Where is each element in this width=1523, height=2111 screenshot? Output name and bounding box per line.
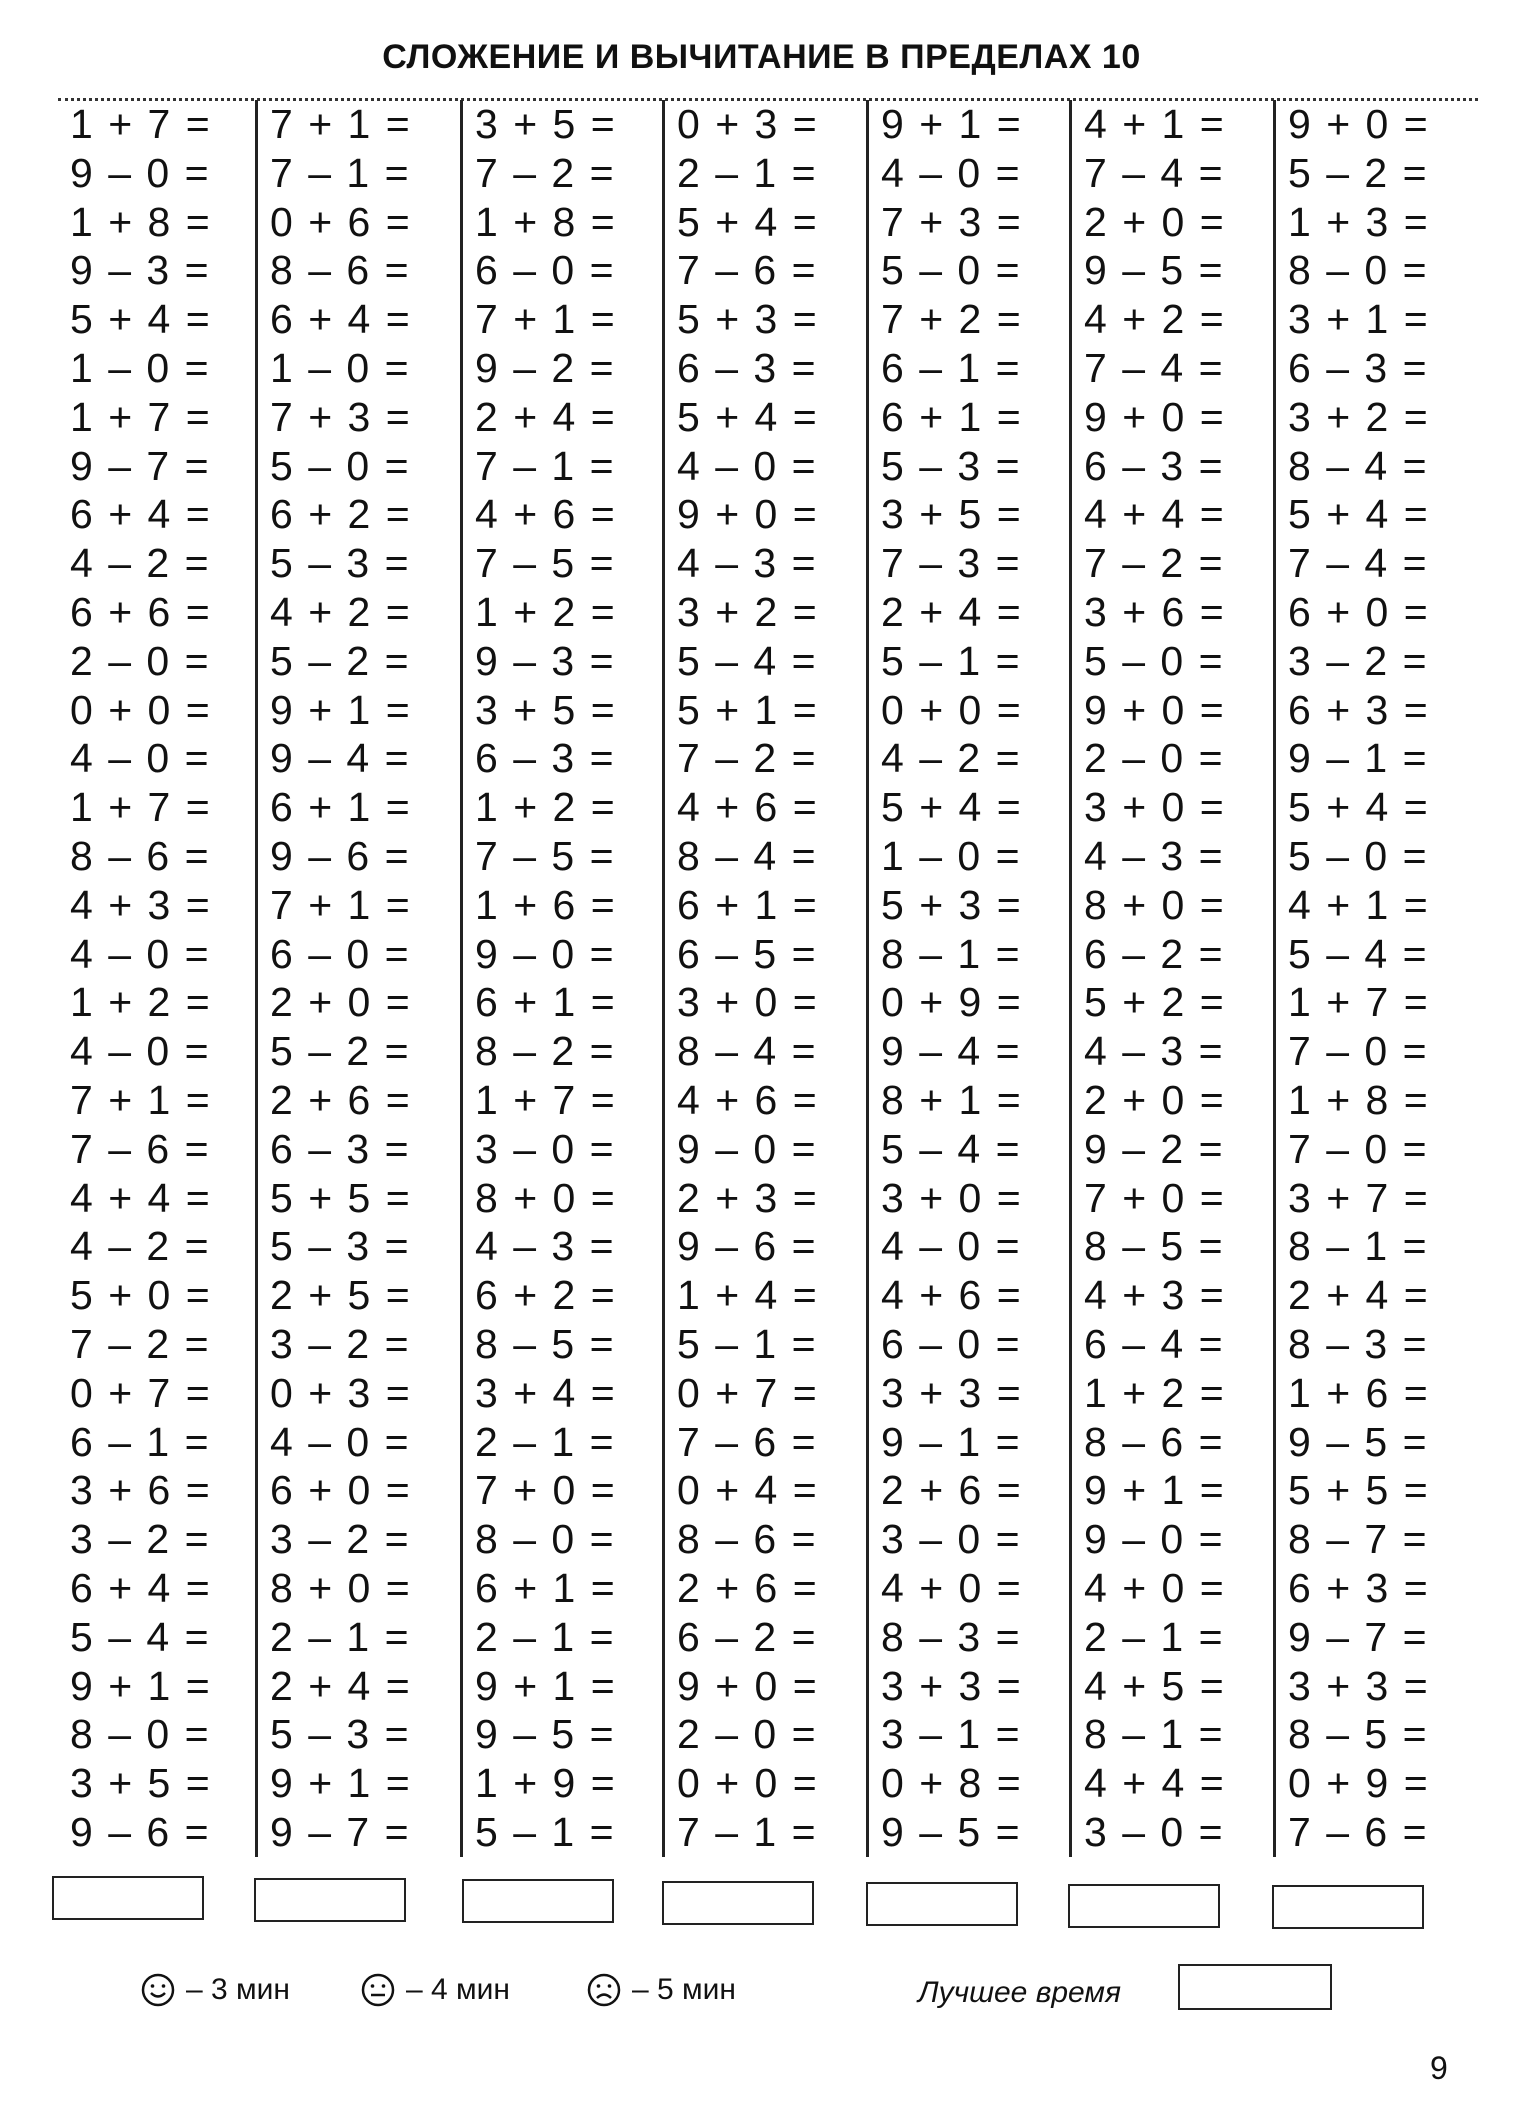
equation: 5 – 3 = (270, 1711, 411, 1758)
equation-column-3 (460, 100, 663, 1857)
equation: 1 + 7 = (70, 101, 212, 147)
equation: 4 + 1 = (1084, 101, 1226, 147)
equation: 4 + 0 = (881, 1564, 1023, 1611)
equation: 4 – 3 = (1084, 832, 1225, 879)
equation: 4 + 3 = (1084, 1272, 1226, 1319)
equation: 8 + 0 = (270, 1564, 412, 1611)
equation: 4 – 0 = (677, 442, 818, 489)
equation: 6 – 3 = (1084, 442, 1225, 489)
equation: 2 + 5 = (270, 1272, 412, 1319)
equation: 2 + 6 = (677, 1564, 819, 1611)
sad-face-icon (586, 1972, 622, 2008)
equation: 4 + 4 = (1084, 1760, 1226, 1807)
equation: 7 – 1 = (475, 442, 616, 489)
equation: 9 + 0 = (1084, 393, 1226, 440)
equation: 8 – 0 = (475, 1516, 616, 1563)
equation: 7 + 1 = (270, 101, 412, 147)
equation: 3 + 3 = (881, 1662, 1023, 1709)
equation: 4 – 0 = (270, 1418, 411, 1465)
equation: 0 + 8 = (881, 1760, 1023, 1807)
equation: 9 + 1 = (270, 686, 412, 733)
time-box-column-5[interactable] (866, 1882, 1018, 1926)
equation: 3 + 3 = (1288, 1662, 1430, 1709)
legend-5min-text: – 5 мин (632, 1973, 736, 2006)
equation: 9 + 1 = (881, 101, 1023, 147)
equation: 9 + 1 = (1084, 1467, 1226, 1514)
equation: 4 + 6 = (881, 1272, 1023, 1319)
equation: 6 – 1 = (70, 1418, 211, 1465)
equation: 8 + 0 = (475, 1174, 617, 1221)
equation: 6 + 2 = (475, 1272, 617, 1319)
equation: 4 + 0 = (1084, 1564, 1226, 1611)
equation: 0 + 3 = (677, 101, 819, 147)
best-time-box[interactable] (1178, 1964, 1332, 2010)
equation: 4 + 5 = (1084, 1662, 1226, 1709)
equation: 6 + 4 = (70, 491, 212, 538)
equation: 5 + 4 = (1288, 491, 1430, 538)
equation: 4 + 2 = (1084, 296, 1226, 343)
equation: 5 + 5 = (1288, 1467, 1430, 1514)
equation: 0 + 4 = (677, 1467, 819, 1514)
equation: 9 + 0 = (677, 491, 819, 538)
equation: 1 + 9 = (475, 1760, 617, 1807)
time-box-column-1[interactable] (52, 1876, 204, 1920)
equation: 5 – 3 = (881, 442, 1022, 489)
page-title: СЛОЖЕНИЕ И ВЫЧИТАНИЕ В ПРЕДЕЛАХ 10 (382, 38, 1141, 76)
equation: 8 – 2 = (475, 1028, 616, 1075)
equation: 9 – 1 = (881, 1418, 1022, 1465)
equation: 8 – 4 = (1288, 442, 1429, 489)
equation: 4 + 1 = (1288, 881, 1430, 928)
equation: 7 – 4 = (1288, 540, 1429, 587)
equation: 4 + 4 = (70, 1174, 212, 1221)
equation: 5 – 4 = (1288, 930, 1429, 977)
equation: 2 + 6 = (270, 1076, 412, 1123)
equation: 4 – 0 = (70, 1028, 211, 1075)
equation: 4 – 2 = (70, 1223, 211, 1270)
equation: 4 + 6 = (677, 784, 819, 831)
equation: 2 – 1 = (1084, 1613, 1225, 1660)
equation: 8 – 5 = (475, 1320, 616, 1367)
time-box-column-3[interactable] (462, 1879, 614, 1923)
equation: 9 – 5 = (1084, 247, 1225, 294)
neutral-face-icon (360, 1972, 396, 2008)
equation: 7 – 3 = (881, 540, 1022, 587)
equation: 9 + 0 = (1288, 101, 1430, 147)
equation: 9 – 0 = (475, 930, 616, 977)
equation: 9 – 0 = (70, 149, 211, 196)
equation: 6 – 2 = (677, 1613, 818, 1660)
equation: 2 + 6 = (881, 1467, 1023, 1514)
equation: 4 – 3 = (475, 1223, 616, 1270)
equation: 7 + 0 = (1084, 1174, 1226, 1221)
equation: 9 – 6 = (70, 1808, 211, 1855)
equation: 5 + 4 = (70, 296, 212, 343)
equation: 1 + 8 = (475, 198, 617, 245)
equation: 7 + 3 = (881, 198, 1023, 245)
equation: 6 – 2 = (1084, 930, 1225, 977)
equation: 9 – 4 = (270, 735, 411, 782)
equation: 1 + 6 = (475, 881, 617, 928)
equation: 6 + 1 = (881, 393, 1023, 440)
equation: 8 + 0 = (1084, 881, 1226, 928)
equation: 1 + 7 = (70, 784, 212, 831)
equation: 1 + 8 = (1288, 1076, 1430, 1123)
best-time-label: Лучшее время (918, 1976, 1121, 2009)
equation: 9 – 6 = (677, 1223, 818, 1270)
equation: 4 + 6 = (677, 1076, 819, 1123)
smile-face-icon (140, 1972, 176, 2008)
equation: 8 + 1 = (881, 1076, 1023, 1123)
equation: 5 – 4 = (70, 1613, 211, 1660)
equation: 5 – 0 = (1084, 637, 1225, 684)
equation: 9 – 1 = (1288, 735, 1429, 782)
equation: 4 – 0 = (881, 1223, 1022, 1270)
equation: 2 + 0 = (1084, 198, 1226, 245)
equation: 1 – 0 = (881, 832, 1022, 879)
equation: 2 + 4 = (1288, 1272, 1430, 1319)
equation: 9 + 0 = (1084, 686, 1226, 733)
equation: 6 – 3 = (1288, 344, 1429, 391)
equation: 6 – 5 = (677, 930, 818, 977)
equation: 6 + 6 = (70, 588, 212, 635)
equation: 5 – 4 = (677, 637, 818, 684)
equation: 3 + 5 = (881, 491, 1023, 538)
time-box-column-7[interactable] (1272, 1885, 1424, 1929)
equation: 5 – 1 = (677, 1320, 818, 1367)
equation: 9 – 6 = (270, 832, 411, 879)
equation: 3 – 0 = (1084, 1808, 1225, 1855)
equation: 1 + 7 = (70, 393, 212, 440)
equation: 7 – 5 = (475, 540, 616, 587)
equation: 4 – 0 = (881, 149, 1022, 196)
equation: 9 – 5 = (475, 1711, 616, 1758)
equation: 5 + 5 = (270, 1174, 412, 1221)
equation: 7 – 1 = (677, 1808, 818, 1855)
equation: 5 – 0 = (881, 247, 1022, 294)
equation: 2 – 1 = (475, 1613, 616, 1660)
equation: 8 – 3 = (1288, 1320, 1429, 1367)
equation: 9 + 1 = (270, 1760, 412, 1807)
equation: 2 – 0 = (677, 1711, 818, 1758)
equation: 9 – 3 = (70, 247, 211, 294)
equation: 6 + 1 = (475, 1564, 617, 1611)
equation: 2 + 4 = (475, 393, 617, 440)
equation: 8 – 6 = (677, 1516, 818, 1563)
equation: 2 + 4 = (881, 588, 1023, 635)
equation: 7 – 6 = (1288, 1808, 1429, 1855)
equation: 3 + 4 = (475, 1369, 617, 1416)
legend-5min (586, 1972, 736, 2008)
equation-column-7 (1273, 100, 1476, 1857)
legend-4min-text: – 4 мин (406, 1973, 510, 2006)
equation: 2 + 0 = (1084, 1076, 1226, 1123)
equation: 3 – 2 = (270, 1320, 411, 1367)
equation: 7 – 2 = (677, 735, 818, 782)
equation-column-2 (255, 100, 458, 1857)
equation: 7 – 0 = (1288, 1028, 1429, 1075)
equation: 5 – 2 = (270, 637, 411, 684)
equation: 3 + 0 = (677, 979, 819, 1026)
equation: 9 – 2 = (1084, 1125, 1225, 1172)
equation: 3 + 1 = (1288, 296, 1430, 343)
equation: 9 – 5 = (1288, 1418, 1429, 1465)
equation-column-6 (1069, 100, 1272, 1857)
equation: 6 + 4 = (70, 1564, 212, 1611)
equation: 2 – 0 = (1084, 735, 1225, 782)
equation: 9 + 1 = (475, 1662, 617, 1709)
equation: 3 – 0 = (881, 1516, 1022, 1563)
equation: 3 + 0 = (1084, 784, 1226, 831)
equation: 3 + 5 = (70, 1760, 212, 1807)
equation: 4 – 2 = (70, 540, 211, 587)
equation: 5 + 4 = (1288, 784, 1430, 831)
equation: 4 – 0 = (70, 735, 211, 782)
equation: 9 – 4 = (881, 1028, 1022, 1075)
equation: 4 – 2 = (881, 735, 1022, 782)
legend-3min-text: – 3 мин (186, 1973, 290, 2006)
equation: 2 + 3 = (677, 1174, 819, 1221)
equation: 6 – 1 = (881, 344, 1022, 391)
equation: 5 + 4 = (677, 393, 819, 440)
equation: 3 + 2 = (1288, 393, 1430, 440)
equation: 3 + 2 = (677, 588, 819, 635)
equation: 5 – 1 = (881, 637, 1022, 684)
equation: 1 – 0 = (70, 344, 211, 391)
equation: 1 + 8 = (70, 198, 212, 245)
equation: 1 + 2 = (70, 979, 212, 1026)
equation: 4 – 3 = (677, 540, 818, 587)
time-box-column-2[interactable] (254, 1878, 406, 1922)
equation: 3 – 2 = (70, 1516, 211, 1563)
equation: 8 – 6 = (1084, 1418, 1225, 1465)
equation: 0 + 0 = (70, 686, 212, 733)
equation: 7 – 6 = (677, 247, 818, 294)
equation: 3 + 6 = (1084, 588, 1226, 635)
equation: 2 + 0 = (270, 979, 412, 1026)
equation: 7 – 2 = (70, 1320, 211, 1367)
equation: 6 + 3 = (1288, 686, 1430, 733)
equation: 1 + 2 = (1084, 1369, 1226, 1416)
equation: 7 + 1 = (475, 296, 617, 343)
equation: 5 – 0 = (1288, 832, 1429, 879)
equation: 6 – 4 = (1084, 1320, 1225, 1367)
equation: 8 – 6 = (70, 832, 211, 879)
equation: 8 – 5 = (1288, 1711, 1429, 1758)
equation: 6 – 3 = (475, 735, 616, 782)
equation: 5 – 3 = (270, 540, 411, 587)
equation: 5 + 2 = (1084, 979, 1226, 1026)
equation: 5 – 2 = (270, 1028, 411, 1075)
equation: 6 – 0 = (270, 930, 411, 977)
equation: 5 – 2 = (1288, 149, 1429, 196)
equation: 4 + 6 = (475, 491, 617, 538)
equation: 7 + 1 = (270, 881, 412, 928)
equation: 7 – 0 = (1288, 1125, 1429, 1172)
equation: 9 – 7 = (270, 1808, 411, 1855)
equation: 8 – 5 = (1084, 1223, 1225, 1270)
equation: 2 – 0 = (70, 637, 211, 684)
page-number: 9 (1430, 2050, 1448, 2086)
equation: 6 + 0 = (270, 1467, 412, 1514)
equation: 8 – 3 = (881, 1613, 1022, 1660)
equation: 9 + 1 = (70, 1662, 212, 1709)
equation: 5 + 4 = (677, 198, 819, 245)
equation: 3 – 2 = (270, 1516, 411, 1563)
equation: 9 – 0 = (1084, 1516, 1225, 1563)
equation: 6 + 2 = (270, 491, 412, 538)
equation: 6 – 0 = (475, 247, 616, 294)
equation: 8 – 7 = (1288, 1516, 1429, 1563)
equation: 6 + 0 = (1288, 588, 1430, 635)
equation: 4 + 2 = (270, 588, 412, 635)
equation: 0 + 6 = (270, 198, 412, 245)
equation: 5 + 3 = (677, 296, 819, 343)
equation: 2 + 4 = (270, 1662, 412, 1709)
equation: 0 + 7 = (70, 1369, 212, 1416)
equation: 9 – 7 = (1288, 1613, 1429, 1660)
equation: 8 – 4 = (677, 1028, 818, 1075)
equation: 0 + 0 = (677, 1760, 819, 1807)
equation: 4 + 4 = (1084, 491, 1226, 538)
equation: 1 + 2 = (475, 784, 617, 831)
time-box-column-4[interactable] (662, 1881, 814, 1925)
equation: 5 + 1 = (677, 686, 819, 733)
equation: 1 + 4 = (677, 1272, 819, 1319)
legend-4min (360, 1972, 510, 2008)
equation: 7 – 2 = (1084, 540, 1225, 587)
equation: 1 + 3 = (1288, 198, 1430, 245)
equation: 6 + 1 = (270, 784, 412, 831)
equation: 5 – 1 = (475, 1808, 616, 1855)
equation: 5 + 3 = (881, 881, 1023, 928)
equation: 0 + 9 = (1288, 1760, 1430, 1807)
equation: 4 – 3 = (1084, 1028, 1225, 1075)
equation: 9 – 3 = (475, 637, 616, 684)
equation: 3 + 0 = (881, 1174, 1023, 1221)
equation: 3 – 2 = (1288, 637, 1429, 684)
equation: 2 – 1 = (677, 149, 818, 196)
equation: 7 – 4 = (1084, 149, 1225, 196)
equation: 3 + 6 = (70, 1467, 212, 1514)
equation: 7 + 2 = (881, 296, 1023, 343)
equation: 3 – 1 = (881, 1711, 1022, 1758)
equation: 7 + 3 = (270, 393, 412, 440)
equation: 7 – 4 = (1084, 344, 1225, 391)
equation: 3 + 5 = (475, 101, 617, 147)
equation: 1 + 2 = (475, 588, 617, 635)
equation: 7 – 2 = (475, 149, 616, 196)
equation: 7 – 6 = (70, 1125, 211, 1172)
equation-column-1 (58, 100, 258, 1857)
equation: 2 – 1 = (270, 1613, 411, 1660)
equation: 5 – 3 = (270, 1223, 411, 1270)
equation: 9 – 0 = (677, 1125, 818, 1172)
equation: 5 – 4 = (881, 1125, 1022, 1172)
equation: 6 + 4 = (270, 296, 412, 343)
equation: 7 + 0 = (475, 1467, 617, 1514)
equation: 1 + 6 = (1288, 1369, 1430, 1416)
equation: 9 – 5 = (881, 1808, 1022, 1855)
equation: 1 + 7 = (1288, 979, 1430, 1026)
equation: 8 – 0 = (1288, 247, 1429, 294)
legend-3min (140, 1972, 290, 2008)
equation-column-5 (866, 100, 1069, 1857)
equation: 1 – 0 = (270, 344, 411, 391)
equation: 2 – 1 = (475, 1418, 616, 1465)
equation: 1 + 7 = (475, 1076, 617, 1123)
equation: 6 + 3 = (1288, 1564, 1430, 1611)
equation: 6 – 3 = (677, 344, 818, 391)
equation: 4 + 3 = (70, 881, 212, 928)
equation-column-4 (662, 100, 865, 1857)
equation: 5 – 0 = (270, 442, 411, 489)
equation: 8 – 1 = (881, 930, 1022, 977)
equation: 0 + 3 = (270, 1369, 412, 1416)
equation: 7 – 5 = (475, 832, 616, 879)
equation: 6 + 1 = (475, 979, 617, 1026)
equation: 6 – 3 = (270, 1125, 411, 1172)
equation: 9 + 0 = (677, 1662, 819, 1709)
equation: 3 + 3 = (881, 1369, 1023, 1416)
equation: 7 – 1 = (270, 149, 411, 196)
equation: 8 – 4 = (677, 832, 818, 879)
equation: 3 + 7 = (1288, 1174, 1430, 1221)
equation: 8 – 1 = (1084, 1711, 1225, 1758)
equation: 0 + 9 = (881, 979, 1023, 1026)
equation: 0 + 0 = (881, 686, 1023, 733)
equation: 4 – 0 = (70, 930, 211, 977)
equation: 5 + 0 = (70, 1272, 212, 1319)
equation: 7 + 1 = (70, 1076, 212, 1123)
equation: 9 – 2 = (475, 344, 616, 391)
equation: 5 + 4 = (881, 784, 1023, 831)
equation: 3 – 0 = (475, 1125, 616, 1172)
equation: 9 – 7 = (70, 442, 211, 489)
equation: 6 – 0 = (881, 1320, 1022, 1367)
time-box-column-6[interactable] (1068, 1884, 1220, 1928)
equation: 8 – 6 = (270, 247, 411, 294)
equation: 7 – 6 = (677, 1418, 818, 1465)
equation: 3 + 5 = (475, 686, 617, 733)
equation: 8 – 0 = (70, 1711, 211, 1758)
equation: 8 – 1 = (1288, 1223, 1429, 1270)
equation: 0 + 7 = (677, 1369, 819, 1416)
equation: 6 + 1 = (677, 881, 819, 928)
